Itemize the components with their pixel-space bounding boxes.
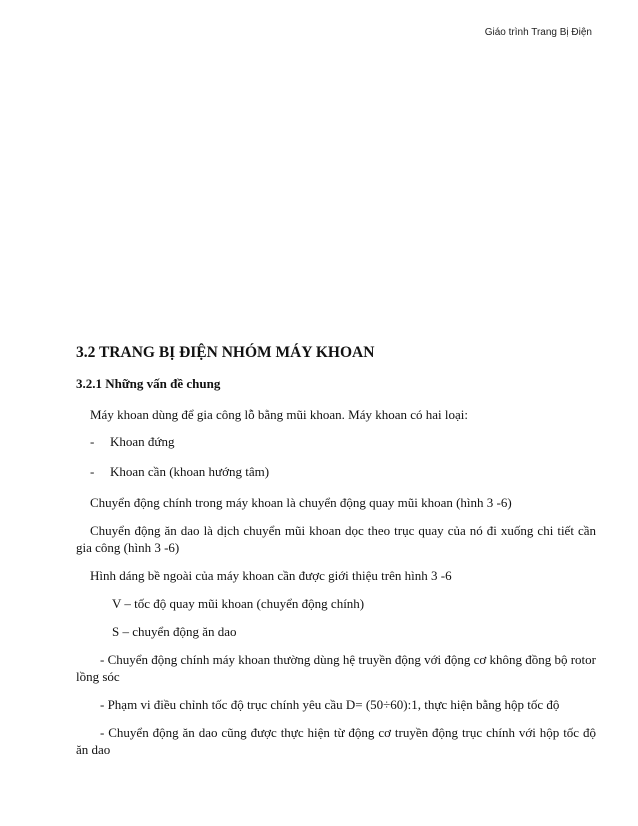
page-content bbox=[76, 344, 596, 769]
list-item-text: Khoan đứng bbox=[110, 434, 175, 449]
v-definition: V – tốc độ quay mũi khoan (chuyển động chính) bbox=[112, 596, 365, 611]
shape-paragraph: Hình dáng bề ngoài của máy khoan cần được giới thiệu trên hình 3 -6 bbox=[90, 568, 452, 583]
feed-drive-paragraph: - Chuyển động ăn dao cũng được thực hiện từ động cơ truyền động trục chính với hộp tốc độ ăn dao bbox=[76, 725, 596, 757]
section-title: 3.2 TRANG BỊ ĐIỆN NHÓM MÁY KHOAN bbox=[76, 344, 375, 361]
list-item-text: Khoan cần (khoan hướng tâm) bbox=[110, 464, 270, 479]
range-paragraph: - Phạm vi điều chỉnh tốc độ trục chính yêu cầu D= (50÷60):1, thực hiện bằng hộp tốc độ bbox=[100, 697, 560, 712]
list-dash: - bbox=[90, 434, 95, 449]
drive-paragraph: - Chuyển động chính máy khoan thường dùng hệ truyền động với động cơ không đồng bộ rotor lồng sóc bbox=[76, 652, 596, 684]
list-item bbox=[90, 464, 596, 480]
list-item bbox=[90, 434, 596, 450]
feed-motion-paragraph: Chuyển động ăn dao là dịch chuyển mũi khoan dọc theo trục quay của nó đi xuống chi tiết cần gia công (hình 3 -6) bbox=[76, 523, 596, 555]
intro-paragraph: Máy khoan dùng để gia công lỗ bằng mũi khoan. Máy khoan có hai loại: bbox=[90, 407, 469, 422]
s-definition: S – chuyển động ăn dao bbox=[112, 624, 237, 639]
subsection-title: 3.2.1 Những vấn đề chung bbox=[76, 376, 221, 391]
main-motion-paragraph: Chuyển động chính trong máy khoan là chuyển động quay mũi khoan (hình 3 -6) bbox=[90, 495, 512, 510]
page-header: Giáo trình Trang Bị Điện bbox=[484, 27, 592, 38]
list-dash: - bbox=[90, 464, 95, 479]
